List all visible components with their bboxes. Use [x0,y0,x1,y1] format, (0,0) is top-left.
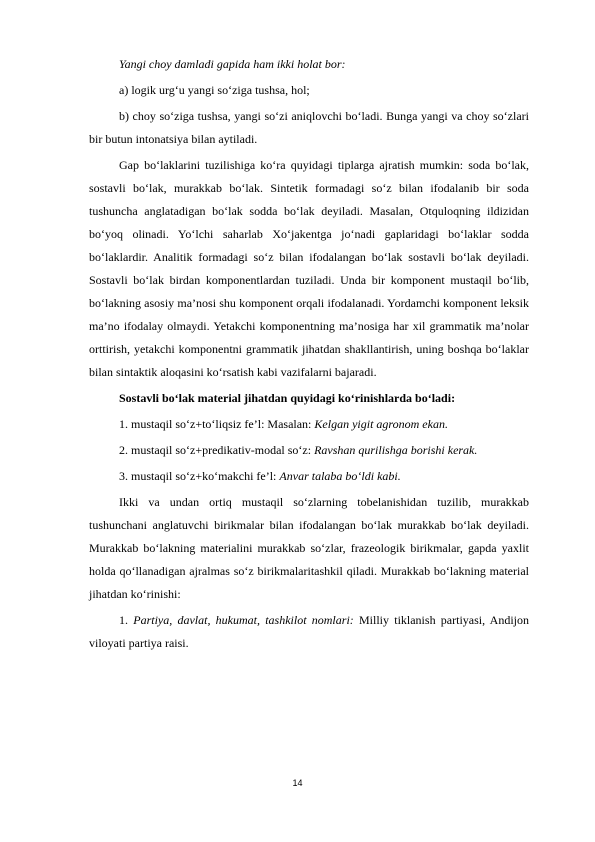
list-item-3-text: 3. mustaqil so‘z+ko‘makchi fe’l: [119,469,280,483]
section-heading: Sostavli bo‘lak material jihatdan quyidagi ko‘rinishlarda bo‘ladi: [119,391,456,405]
list-item-1-text: 1. mustaqil so‘z+to‘liqsiz fe’l: Masalan: [119,417,315,431]
page-number: 14 [292,778,303,788]
last-list-item [89,609,529,655]
list-item-1-example: Kelgan yigit agronom ekan. [314,417,448,431]
last-item-rest: Milliy tiklanish partiyasi, Andijon viloyati partiya raisi. [89,613,530,650]
point-b: b) choy so‘ziga tushsa, yangi so‘zi aniqlovchi bo‘ladi. Bunga yangi va choy so‘zlari bir butun intonatsiya bilan aytiladi. [89,109,529,146]
last-item-italic: Partiya, davlat, hukumat, tashkilot nomlari: [133,613,354,627]
list-item-2 [89,439,529,462]
point-a: a) logik urg‘u yangi so‘ziga tushsa, hol; [119,83,310,97]
paragraph-murakkab: Ikki va undan ortiq mustaqil so‘zlarning tobelanishidan tuzilib, murakkab tushunchani anglatuvchi birikmalar bilan ifodalangan bo‘lak murakkab bo‘lak deyiladi. Murakkab bo‘lakning materialini murakkab so‘zlar, frazeologik birikmalar, gapda yaxlit holda qo‘llanadigan ajralmas so‘z birikmalaritashkil qiladi. Murakkab bo‘lakning material jihatdan ko‘rinishi: [89,495,529,601]
intro-line: Yangi choy damladi gapida ham ikki holat bor: [119,57,346,71]
paragraph-types: Gap bo‘laklarini tuzilishiga ko‘ra quyidagi tiplarga ajratish mumkin: soda bo‘lak, sostavli bo‘lak, murakkab bo‘lak. Sintetik formadagi so‘z bilan ifodalanib bir soda tushuncha anglatadigan bo‘lak sodda bo‘lak deyiladi. Masalan, Otquloqning ildizidan bo‘yoq olinadi. Yo‘lchi saharlab Xo‘jakentga jo‘nadi gaplaridagi bo‘laklar sodda bo‘laklardir. Analitik formadagi so‘z bilan ifodalangan bo‘lak sostavli bo‘lak deyiladi. Sostavli bo‘lak birdan komponentlardan tuziladi. Unda bir komponent mustaqil bo‘lib, bo‘lakning asosiy ma’nosi shu komponent orqali ifodalanadi. Yordamchi komponent leksik ma’no ifodalay olmaydi. Yetakchi komponentning ma’nosiga har xil grammatik ma’nolar orttirish, yetakchi komponentni grammatik jihatdan shakllantirish, uning boshqa bo‘laklar bilan sintaktik aloqasini ko‘rsatish kabi vazifalarni bajaradi. [89,158,529,379]
document-body [89,53,529,655]
list-item-1 [89,413,529,436]
last-item-number: 1. [119,613,134,627]
list-item-2-text: 2. mustaqil so‘z+predikativ-modal so‘z: [119,443,315,457]
list-item-2-example: Ravshan qurilishga borishi kerak. [314,443,478,457]
list-item-3-example: Anvar talaba bo‘ldi kabi. [279,469,401,483]
list-item-3 [89,465,529,488]
